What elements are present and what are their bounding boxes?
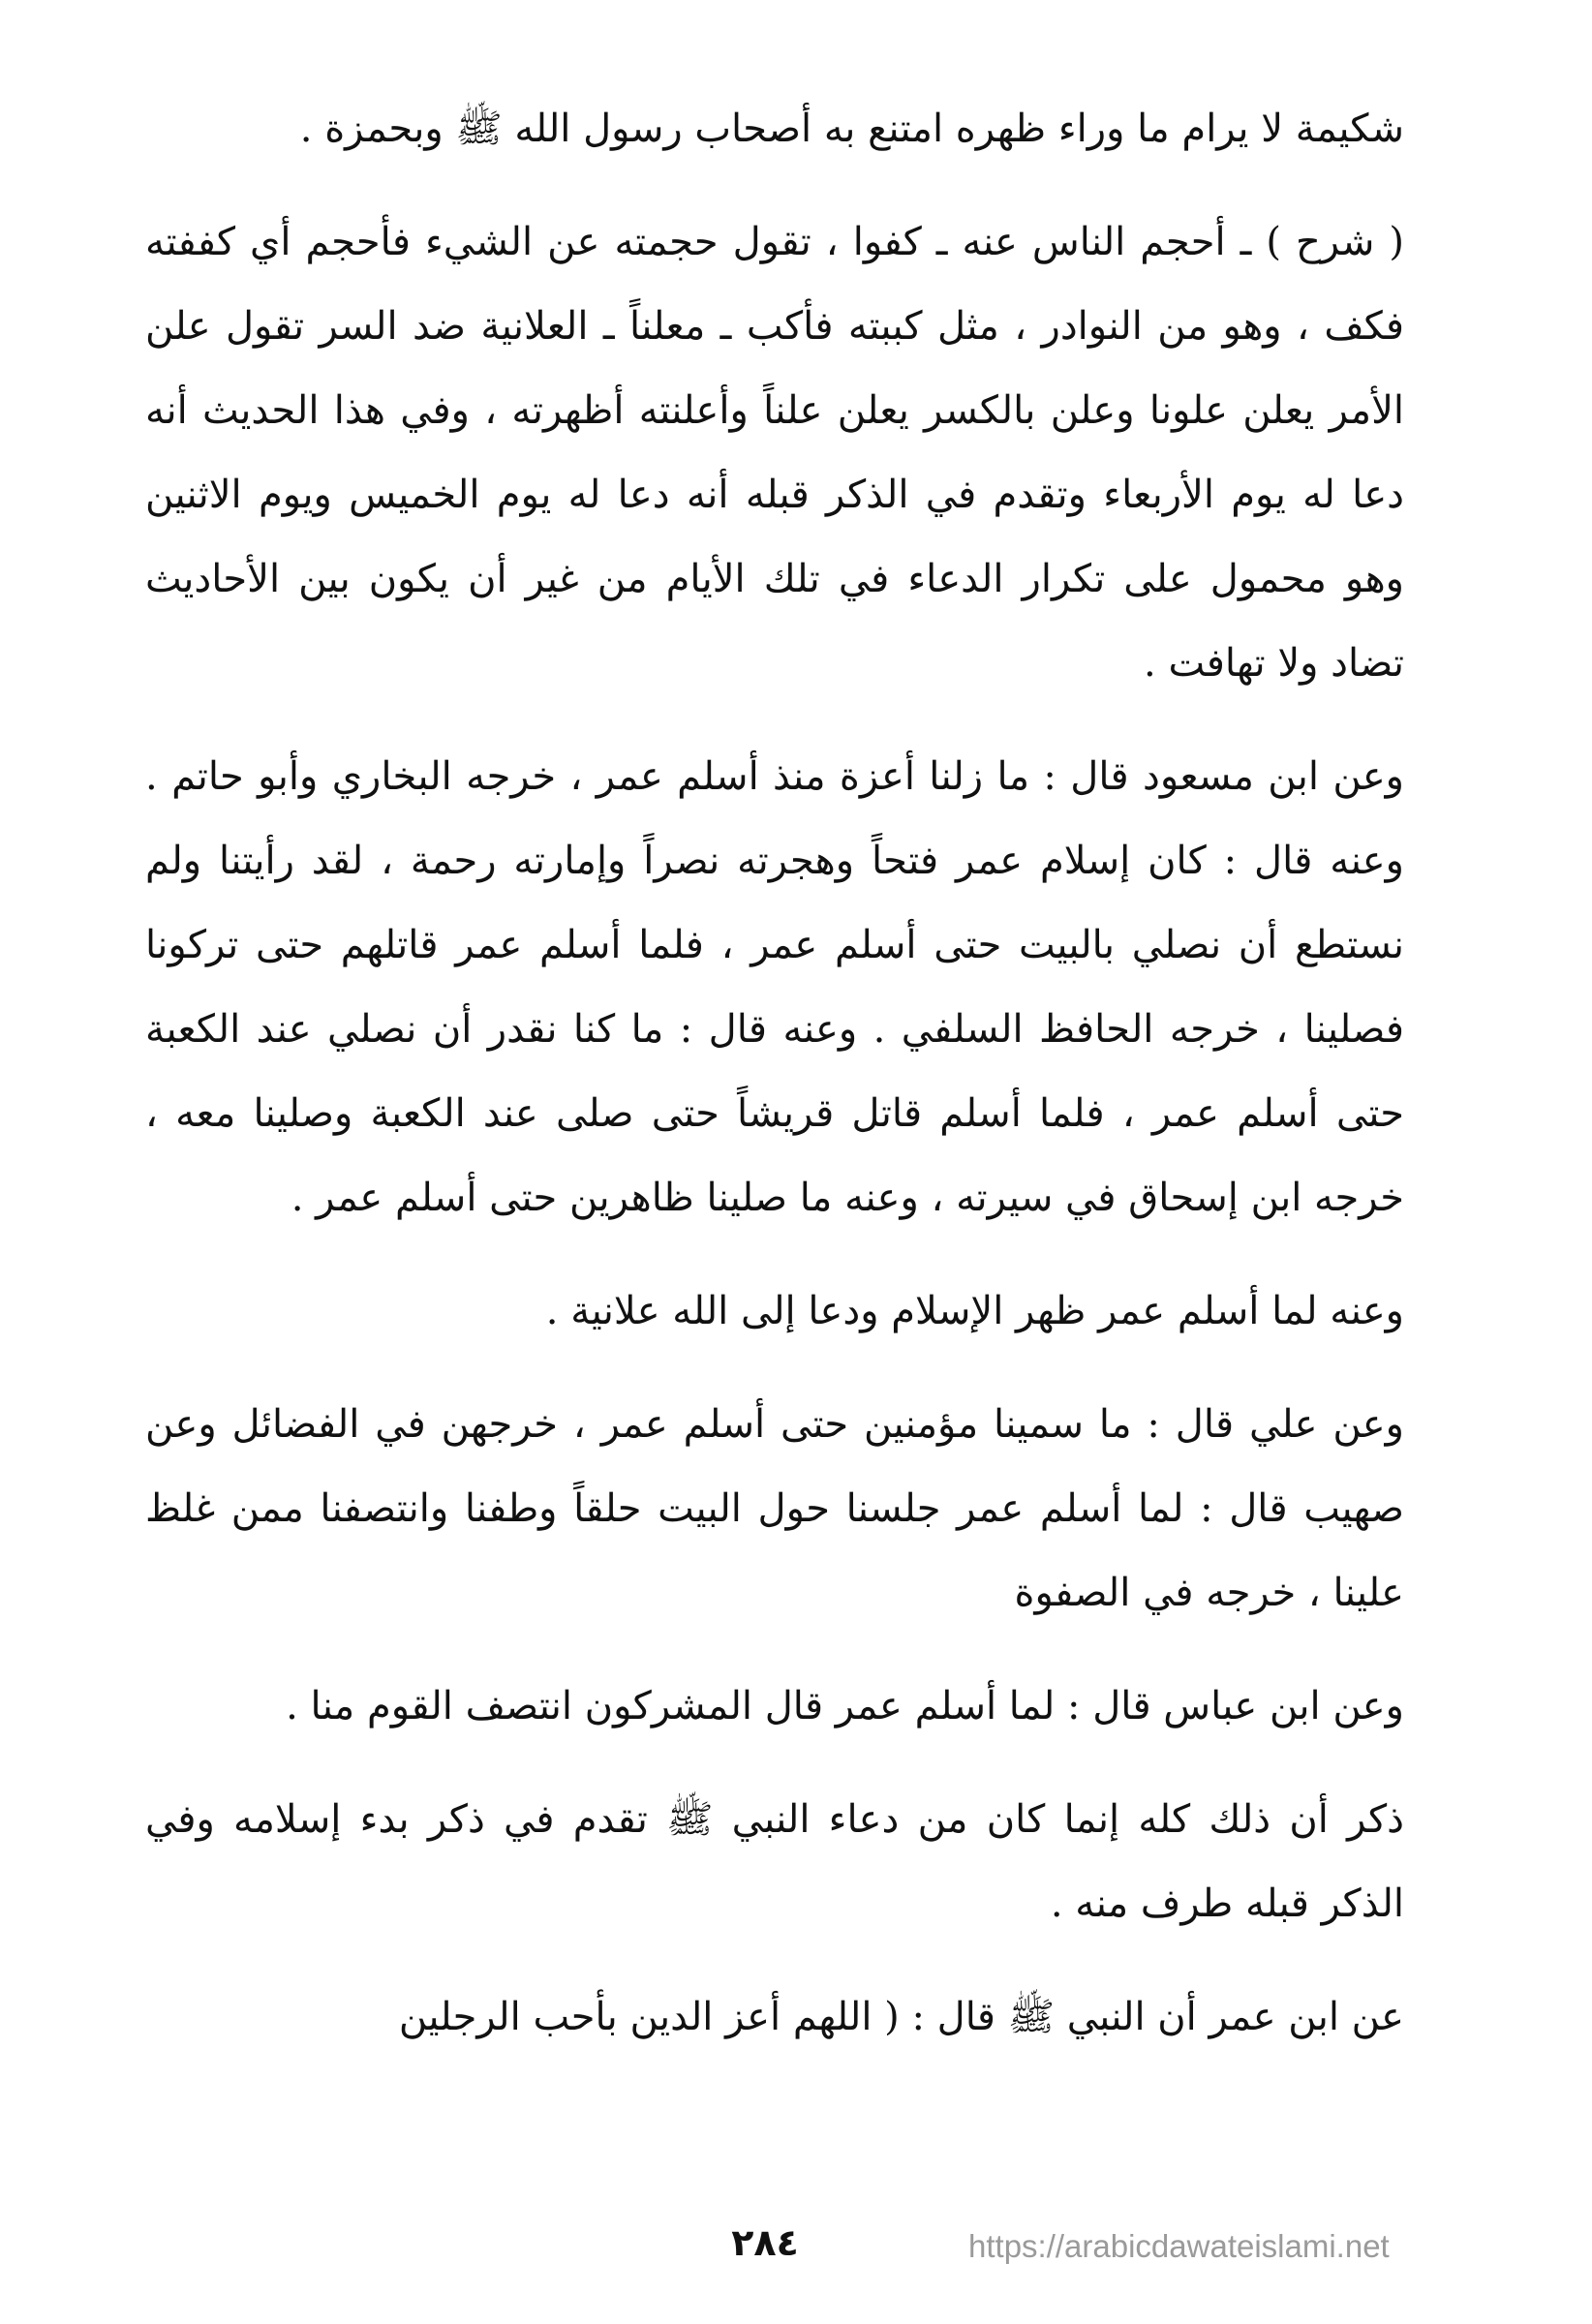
paragraph-1: شكيمة لا يرام ما وراء ظهره امتنع به أصحاب رسول الله ﷺ وبحمزة . bbox=[299, 107, 1404, 151]
paragraph-6: وعن ابن عباس قال : لما أسلم عمر قال المشركون انتصف القوم منا . bbox=[286, 1684, 1404, 1728]
watermark-url: https://arabicdawateislami.net bbox=[968, 2228, 1390, 2264]
paragraph-5: وعن علي قال : ما سمينا مؤمنين حتى أسلم عمر ، خرجهن في الفضائل وعن صهيب قال : لما أسلم عمر جلسنا حول البيت حلقاً وطفنا وانتصفنا ممن غلظ علينا ، خرجه في الصفوة bbox=[145, 1402, 1404, 1615]
paragraph-8: عن ابن عمر أن النبي ﷺ قال : ( اللهم أعز الدين بأحب الرجلين bbox=[398, 1995, 1404, 2039]
page-number: ٢٨٤ bbox=[731, 2221, 799, 2264]
paragraph-2: ( شرح ) ـ أحجم الناس عنه ـ كفوا ، تقول حجمته عن الشيء فأحجم أي كففته فكف ، وهو من النوادر ، مثل كببته فأكب ـ معلناً ـ العلانية ضد السر تقول علن الأمر يعلن علونا وعلن بالكسر يعلن علناً وأعلنته أظهرته ، وفي هذا الحديث أنه دعا له يوم الأربعاء وتقدم في الذكر قبله أنه دعا له يوم الخميس ويوم الاثنين وهو محمول على تكرار الدعاء في تلك الأيام من غير أن يكون بين الأحاديث تضاد ولا تهافت . bbox=[145, 220, 1404, 686]
paragraph-4: وعنه لما أسلم عمر ظهر الإسلام ودعا إلى الله علانية . bbox=[545, 1289, 1404, 1333]
page-text bbox=[145, 87, 1404, 2060]
paragraph-7: ذكر أن ذلك كله إنما كان من دعاء النبي ﷺ تقدم في ذكر بدء إسلامه وفي الذكر قبله طرف منه . bbox=[145, 1797, 1404, 1926]
paragraph-3: وعن ابن مسعود قال : ما زلنا أعزة منذ أسلم عمر ، خرجه البخاري وأبو حاتم . وعنه قال : كان إسلام عمر فتحاً وهجرته نصراً وإمارته رحمة ، لقد رأيتنا ولم نستطع أن نصلي بالبيت حتى أسلم عمر ، فلما أسلم عمر قاتلهم حتى تركونا فصلينا ، خرجه الحافظ السلفي . وعنه قال : ما كنا نقدر أن نصلي عند الكعبة حتى أسلم عمر ، فلما أسلم قاتل قريشاً حتى صلى عند الكعبة وصلينا معه ، خرجه ابن إسحاق في سيرته ، وعنه ما صلينا ظاهرين حتى أسلم عمر . bbox=[145, 754, 1404, 1220]
page-footer bbox=[0, 2216, 1592, 2274]
